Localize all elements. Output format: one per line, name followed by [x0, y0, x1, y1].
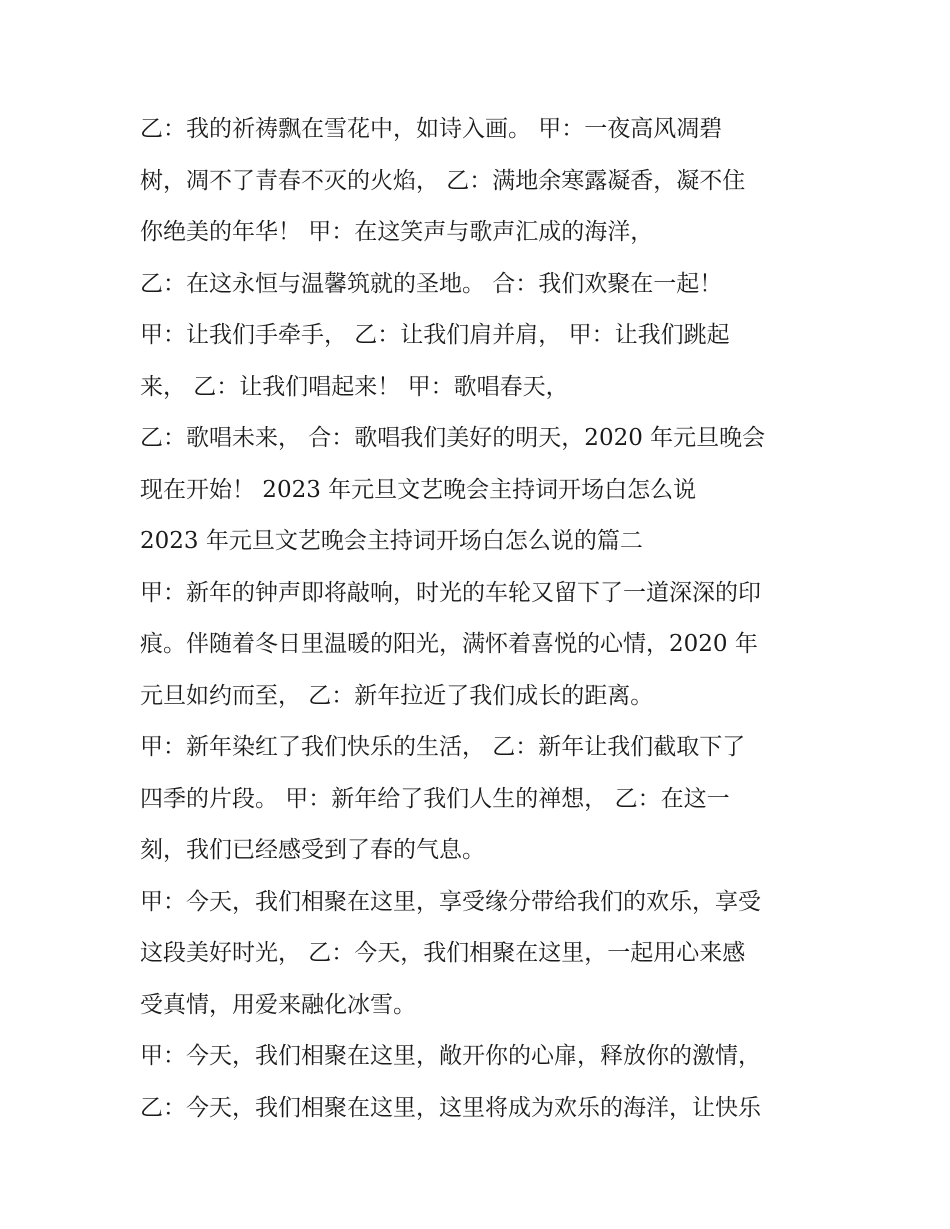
text-line: 甲：今天，我们相聚在这里，敞开你的心扉，释放你的激情， — [140, 1043, 761, 1069]
text-line: 刻，我们已经感受到了春的气息。 — [140, 837, 485, 863]
text-line: 四季的片段。 甲：新年给了我们人生的禅想， 乙：在这一 — [140, 785, 730, 812]
text-line: 甲：新年的钟声即将敲响，时光的车轮又留下了一道深深的印 — [140, 579, 761, 606]
text-line: 你绝美的年华！ 甲：在这笑声与歌声汇成的海洋， — [140, 219, 654, 245]
text-line: 甲：让我们手牵手， 乙：让我们肩并肩， 甲：让我们跳起 — [140, 322, 730, 348]
text-line: 受真情，用爱来融化冰雪。 — [140, 991, 416, 1018]
text-line: 现在开始！ 2023 年元旦文艺晚会主持词开场白怎么说 — [140, 476, 697, 503]
text-line: 这段美好时光， 乙：今天，我们相聚在这里，一起用心来感 — [140, 940, 746, 966]
text-line: 乙：今天，我们相聚在这里，这里将成为欢乐的海洋，让快乐 — [140, 1094, 761, 1121]
text-line: 来， 乙：让我们唱起来！ 甲：歌唱春天， — [140, 373, 569, 400]
text-line: 乙：我的祈祷飘在雪花中，如诗入画。 甲：一夜高风凋碧 — [140, 116, 723, 142]
document-body — [140, 104, 840, 1134]
text-line: 乙：歌唱未来， 合：歌唱我们美好的明天，2020 年元旦晚会 — [140, 425, 766, 451]
text-line: 乙：在这永恒与温馨筑就的圣地。 合：我们欢聚在一起！ — [140, 270, 723, 297]
text-line: 元旦如约而至， 乙：新年拉近了我们成长的距离。 — [140, 682, 654, 709]
text-line: 甲：新年染红了我们快乐的生活， 乙：新年让我们截取下了 — [140, 734, 746, 760]
text-line: 甲：今天，我们相聚在这里，享受缘分带给我们的欢乐，享受 — [140, 888, 761, 915]
text-line: 痕。伴随着冬日里温暖的阳光，满怀着喜悦的心情，2020 年 — [140, 631, 758, 657]
text-line: 树，凋不了青春不灭的火焰， 乙：满地余寒露凝香，凝不住 — [140, 167, 746, 194]
section-heading: 2023 年元旦文艺晚会主持词开场白怎么说的篇二 — [140, 528, 643, 554]
